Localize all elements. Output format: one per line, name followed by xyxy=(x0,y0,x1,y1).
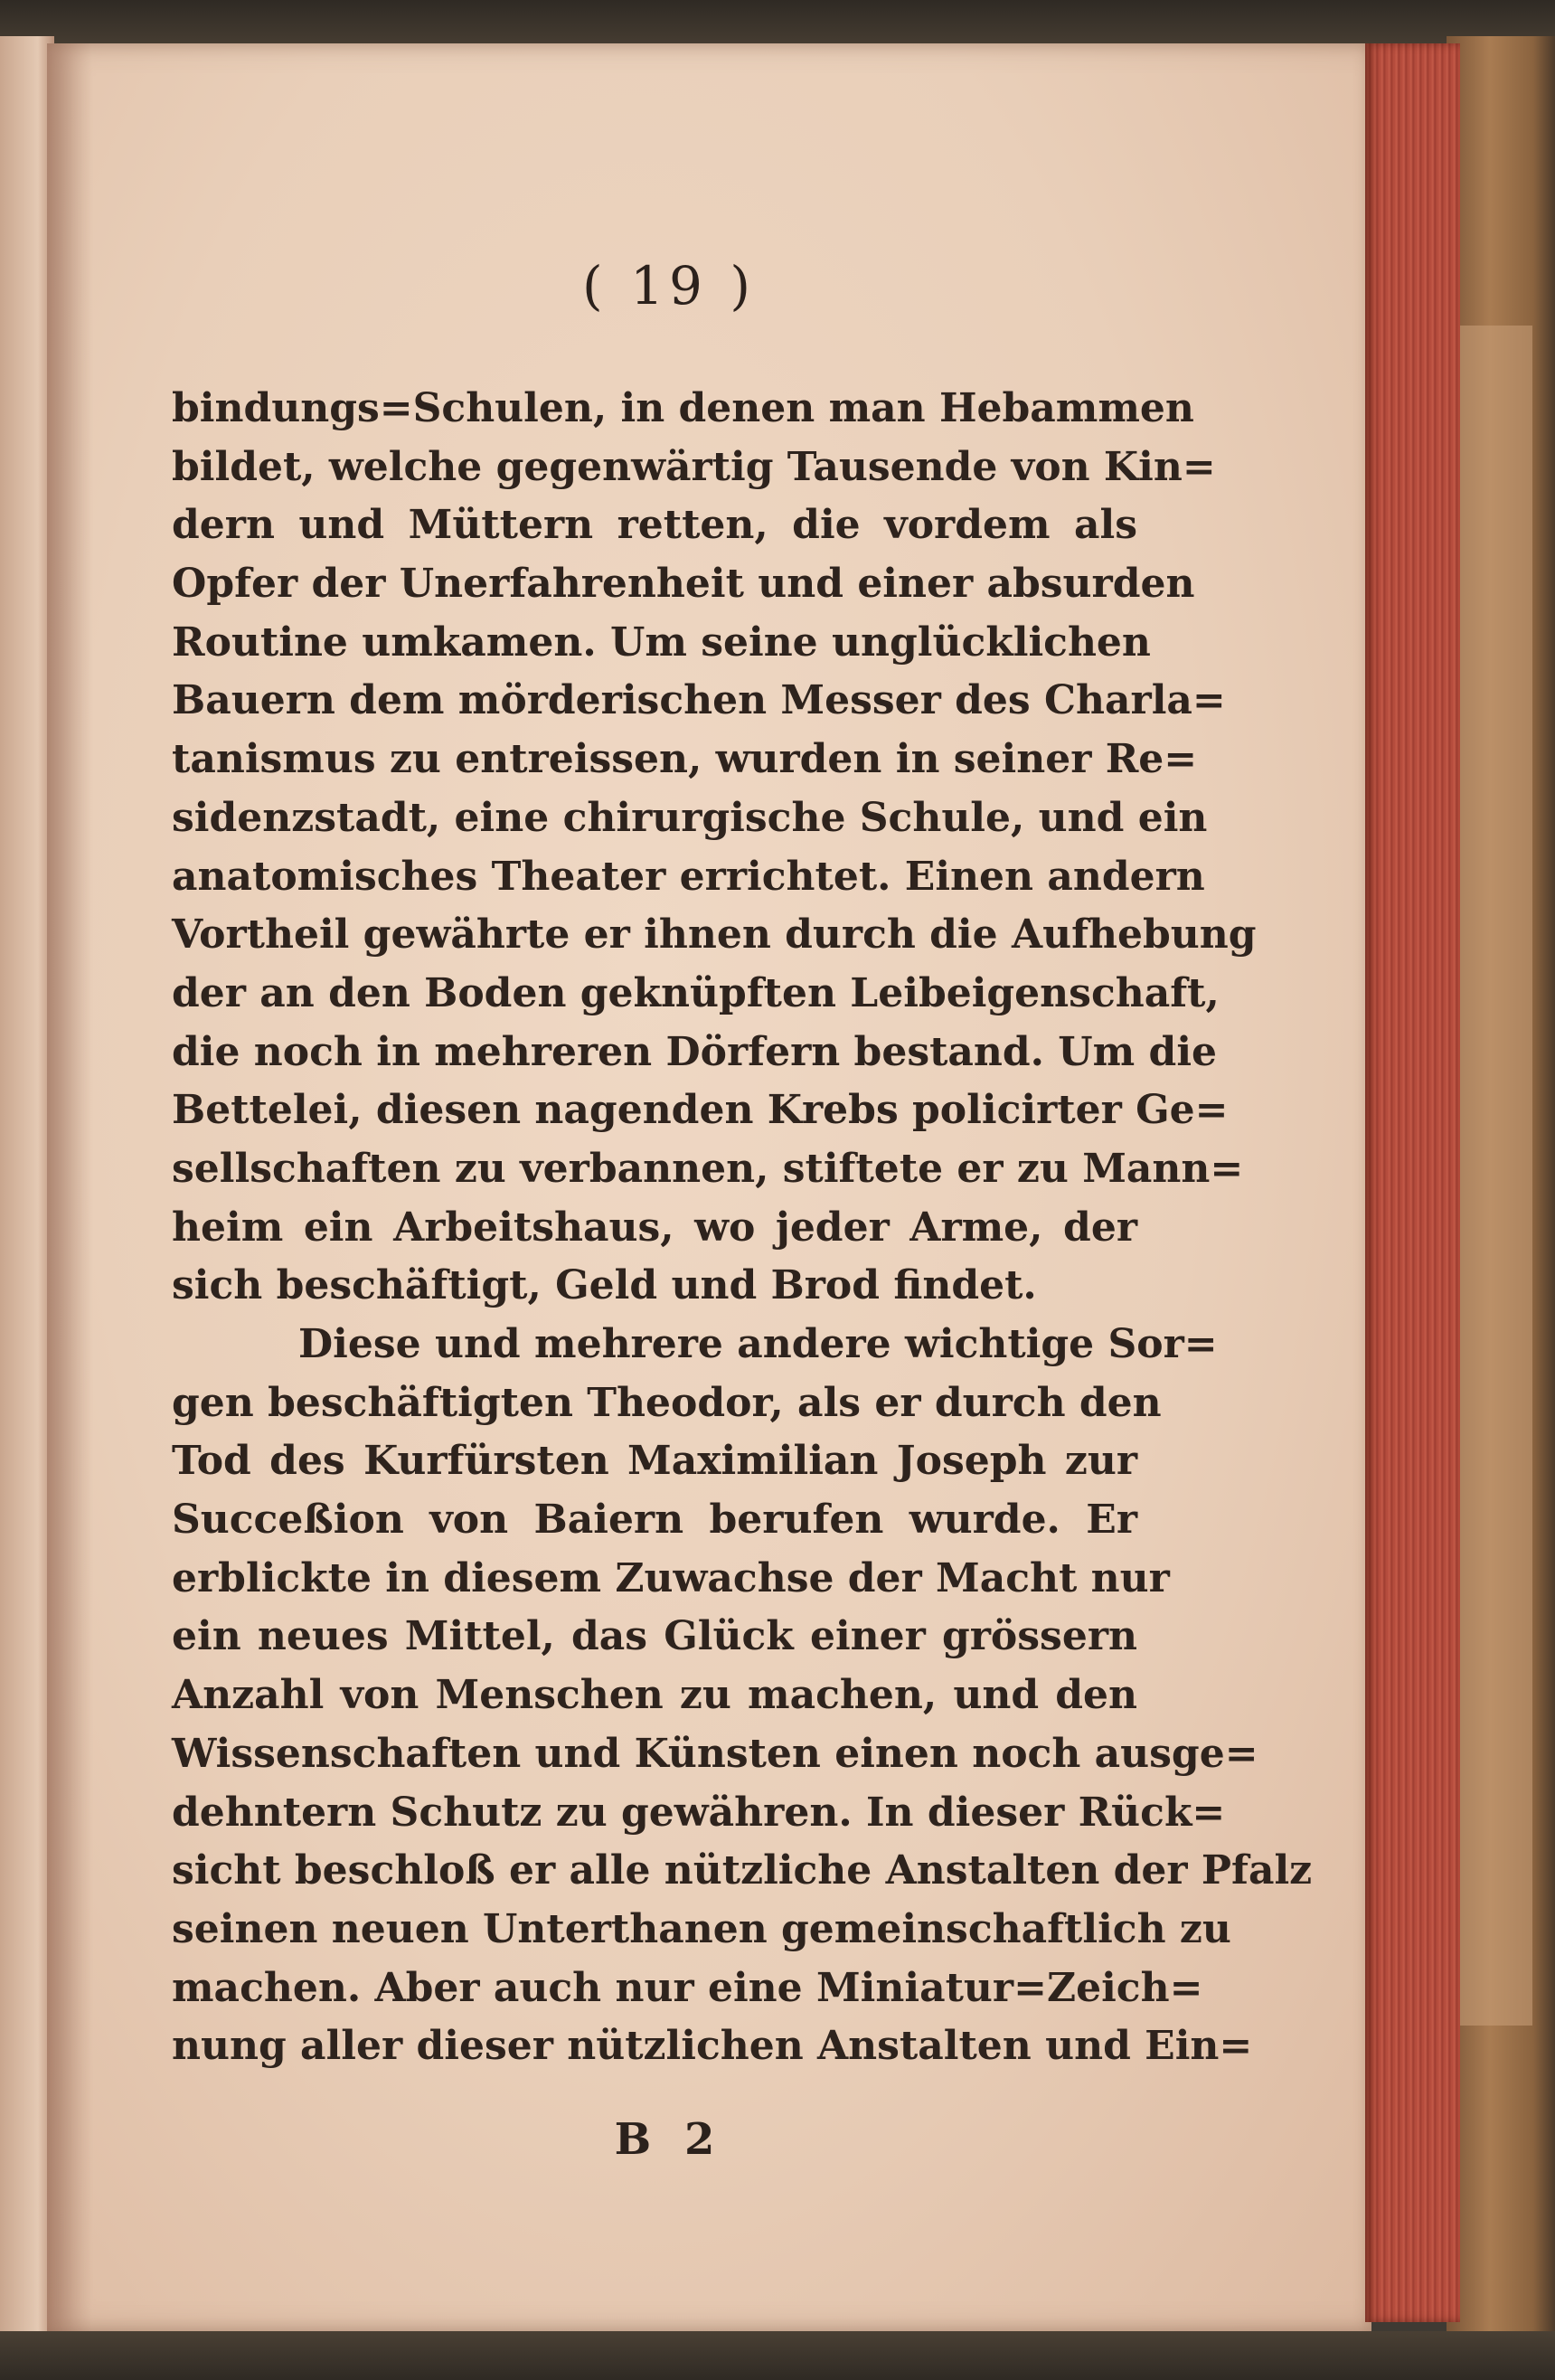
text-line: die noch in mehreren Dörfern bestand. Um die xyxy=(172,1028,1218,1075)
gutter-shadow xyxy=(47,43,92,2331)
text-line: tanismus zu entreissen, wurden in seiner Re= xyxy=(172,736,1198,783)
text-line: ein neues Mittel, das Glück einer grössern xyxy=(172,1613,1137,1660)
text-line: dehntern Schutz zu gewähren. In dieser Rück= xyxy=(172,1789,1226,1836)
previous-page-edge xyxy=(0,36,54,2351)
text-line: Bettelei, diesen nagenden Krebs policirter Ge= xyxy=(172,1087,1229,1134)
text-line: dern und Müttern retten, die vordem als xyxy=(172,502,1137,549)
text-line: Anzahl von Menschen zu machen, und den xyxy=(172,1672,1137,1719)
red-page-edges xyxy=(1365,43,1460,2322)
text-line: Diese und mehrere andere wichtige Sor= xyxy=(298,1321,1218,1367)
text-line: Tod des Kurfürsten Maximilian Joseph zur xyxy=(172,1438,1137,1485)
text-line: Succeßion von Baiern berufen wurde. Er xyxy=(172,1497,1137,1544)
cover-bottom-edge xyxy=(0,2331,1555,2380)
text-line: Vortheil gewährte er ihnen durch die Aufhebung xyxy=(172,911,1257,959)
text-line: seinen neuen Unterthanen gemeinschaftlich zu xyxy=(172,1905,1231,1952)
text-line: sidenzstadt, eine chirurgische Schule, und ein xyxy=(172,794,1208,841)
text-line: bildet, welche gegenwärtig Tausende von Kin= xyxy=(172,443,1216,490)
text-line: Wissenschaften und Künsten einen noch ausge= xyxy=(172,1730,1258,1777)
text-line: sich beschäftigt, Geld und Brod findet. xyxy=(172,1262,1037,1309)
text-line: Routine umkamen. Um seine unglücklichen xyxy=(172,619,1151,666)
text-line: sicht beschloß er alle nützliche Anstalten der Pfalz xyxy=(172,1847,1313,1894)
text-line: gen beschäftigten Theodor, als er durch den xyxy=(172,1379,1162,1426)
body-text xyxy=(172,380,1313,2076)
book-board-inner xyxy=(1460,326,1532,2026)
text-line: Opfer der Unerfahrenheit und einer absurden xyxy=(172,561,1195,608)
text-line: erblickte in diesem Zuwachse der Macht nur xyxy=(172,1554,1170,1601)
text-line: der an den Boden geknüpften Leibeigenschaft, xyxy=(172,969,1220,1016)
text-line: Bauern dem mörderischen Messer des Charla= xyxy=(172,677,1226,724)
page-number: ( 19 ) xyxy=(582,255,756,316)
text-line: sellschaften zu verbannen, stiftete er zu Mann= xyxy=(172,1145,1244,1192)
signature-mark: B 2 xyxy=(614,2114,724,2165)
text-line: machen. Aber auch nur eine Miniatur=Zeich= xyxy=(172,1964,1203,2011)
text-line: heim ein Arbeitshaus, wo jeder Arme, der xyxy=(172,1204,1137,1251)
text-line: nung aller dieser nützlichen Anstalten und Ein= xyxy=(172,2023,1253,2070)
text-line: anatomisches Theater errichtet. Einen andern xyxy=(172,853,1205,900)
text-line: bindungs=Schulen, in denen man Hebammen xyxy=(172,385,1194,431)
